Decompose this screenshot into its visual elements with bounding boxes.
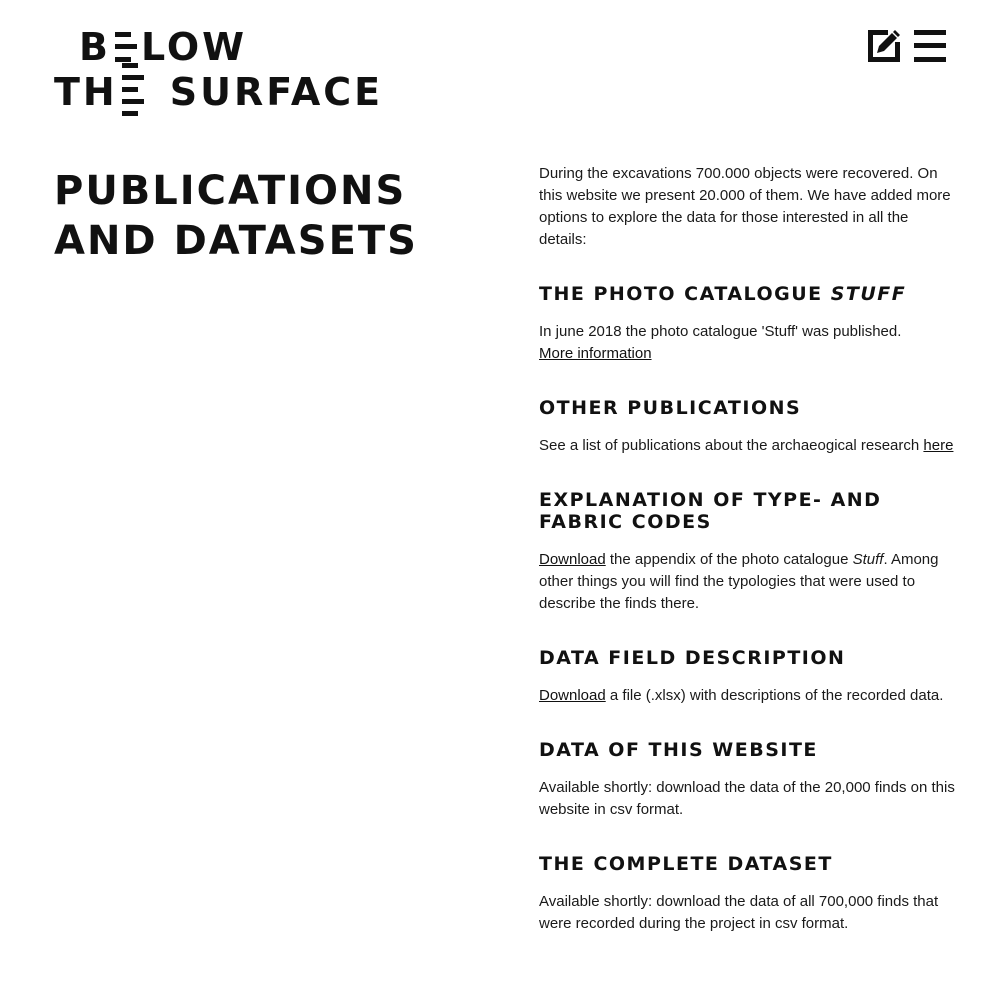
section-text: Download a file (.xlsx) with descriptions of the recorded data. (539, 687, 944, 704)
download-xlsx-link[interactable]: Download (539, 687, 606, 704)
logo-dashed-e-bottom (122, 73, 144, 111)
section-website-data (539, 739, 959, 821)
section-heading: DATA OF THIS WEBSITE (539, 739, 818, 761)
section-data-field (539, 647, 959, 707)
section-complete-dataset (539, 853, 959, 935)
section-codes (539, 489, 959, 615)
logo-letter-b: B (79, 25, 111, 69)
section-text: Available shortly: download the data of the 20,000 finds on this website in csv format. (539, 779, 955, 818)
logo-dashed-e-top (115, 28, 137, 66)
logo-letters-th: TH (54, 70, 118, 114)
section-heading: DATA FIELD DESCRIPTION (539, 647, 846, 669)
download-appendix-link[interactable]: Download (539, 551, 606, 568)
section-text: In june 2018 the photo catalogue 'Stuff' was published. More information (539, 323, 902, 362)
logo-line-below (79, 25, 248, 69)
page-title: PUBLICATIONS AND DATASETS (54, 168, 418, 264)
main-content (539, 163, 959, 935)
section-photo-catalogue (539, 283, 959, 365)
more-information-link[interactable]: More information (539, 345, 652, 362)
hamburger-menu-icon[interactable] (914, 30, 946, 62)
section-text: See a list of publications about the archaeogical research here (539, 437, 954, 454)
heading-emphasis: STUFF (830, 283, 907, 305)
edit-icon[interactable] (868, 30, 900, 62)
logo-letters-surface: SURFACE (169, 70, 384, 114)
section-heading: EXPLANATION OF TYPE- AND FABRIC CODES (539, 489, 882, 533)
site-logo[interactable] (54, 25, 384, 124)
section-heading: THE COMPLETE DATASET (539, 853, 833, 875)
logo-line-the-surface (54, 70, 384, 114)
section-heading: THE PHOTO CATALOGUE STUFF (539, 283, 907, 305)
section-heading: OTHER PUBLICATIONS (539, 397, 802, 419)
intro-text: During the excavations 700.000 objects were recovered. On this website we present 20.000 of them. We have added more options to explore the data for those interested in all the details: (539, 165, 951, 248)
publications-here-link[interactable]: here (923, 437, 954, 454)
section-other-publications (539, 397, 959, 457)
section-text: Download the appendix of the photo catalogue Stuff. Among other things you will find the typologies that were used to describe the finds there. (539, 551, 939, 612)
section-text: Available shortly: download the data of all 700,000 finds that were recorded during the project in csv format. (539, 893, 939, 932)
logo-letters-low: LOW (140, 25, 248, 69)
